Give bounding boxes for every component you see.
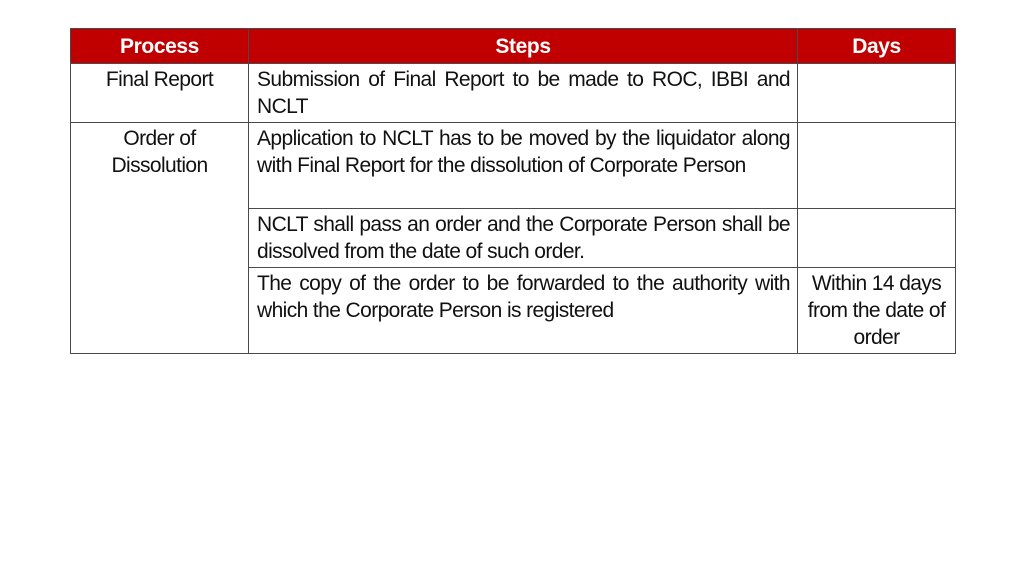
days-cell: Within 14 days from the date of order	[798, 268, 956, 354]
process-cell-order-of-dissolution: Order of Dissolution	[71, 123, 249, 354]
liquidation-process-table	[70, 28, 956, 354]
table-header-row	[71, 29, 956, 64]
days-cell	[798, 123, 956, 209]
header-steps: Steps	[249, 29, 798, 64]
step-cell: NCLT shall pass an order and the Corporate Person shall be dissolved from the date of such order.	[249, 209, 798, 268]
table-row	[71, 123, 956, 209]
step-cell: The copy of the order to be forwarded to the authority with which the Corporate Person is registered	[249, 268, 798, 354]
table-row	[71, 64, 956, 123]
step-cell: Application to NCLT has to be moved by the liquidator along with Final Report for the dissolution of Corporate Person	[249, 123, 798, 209]
header-process: Process	[71, 29, 249, 64]
days-cell	[798, 64, 956, 123]
process-cell-final-report: Final Report	[71, 64, 249, 123]
days-cell	[798, 209, 956, 268]
header-days: Days	[798, 29, 956, 64]
step-cell: Submission of Final Report to be made to ROC, IBBI and NCLT	[249, 64, 798, 123]
